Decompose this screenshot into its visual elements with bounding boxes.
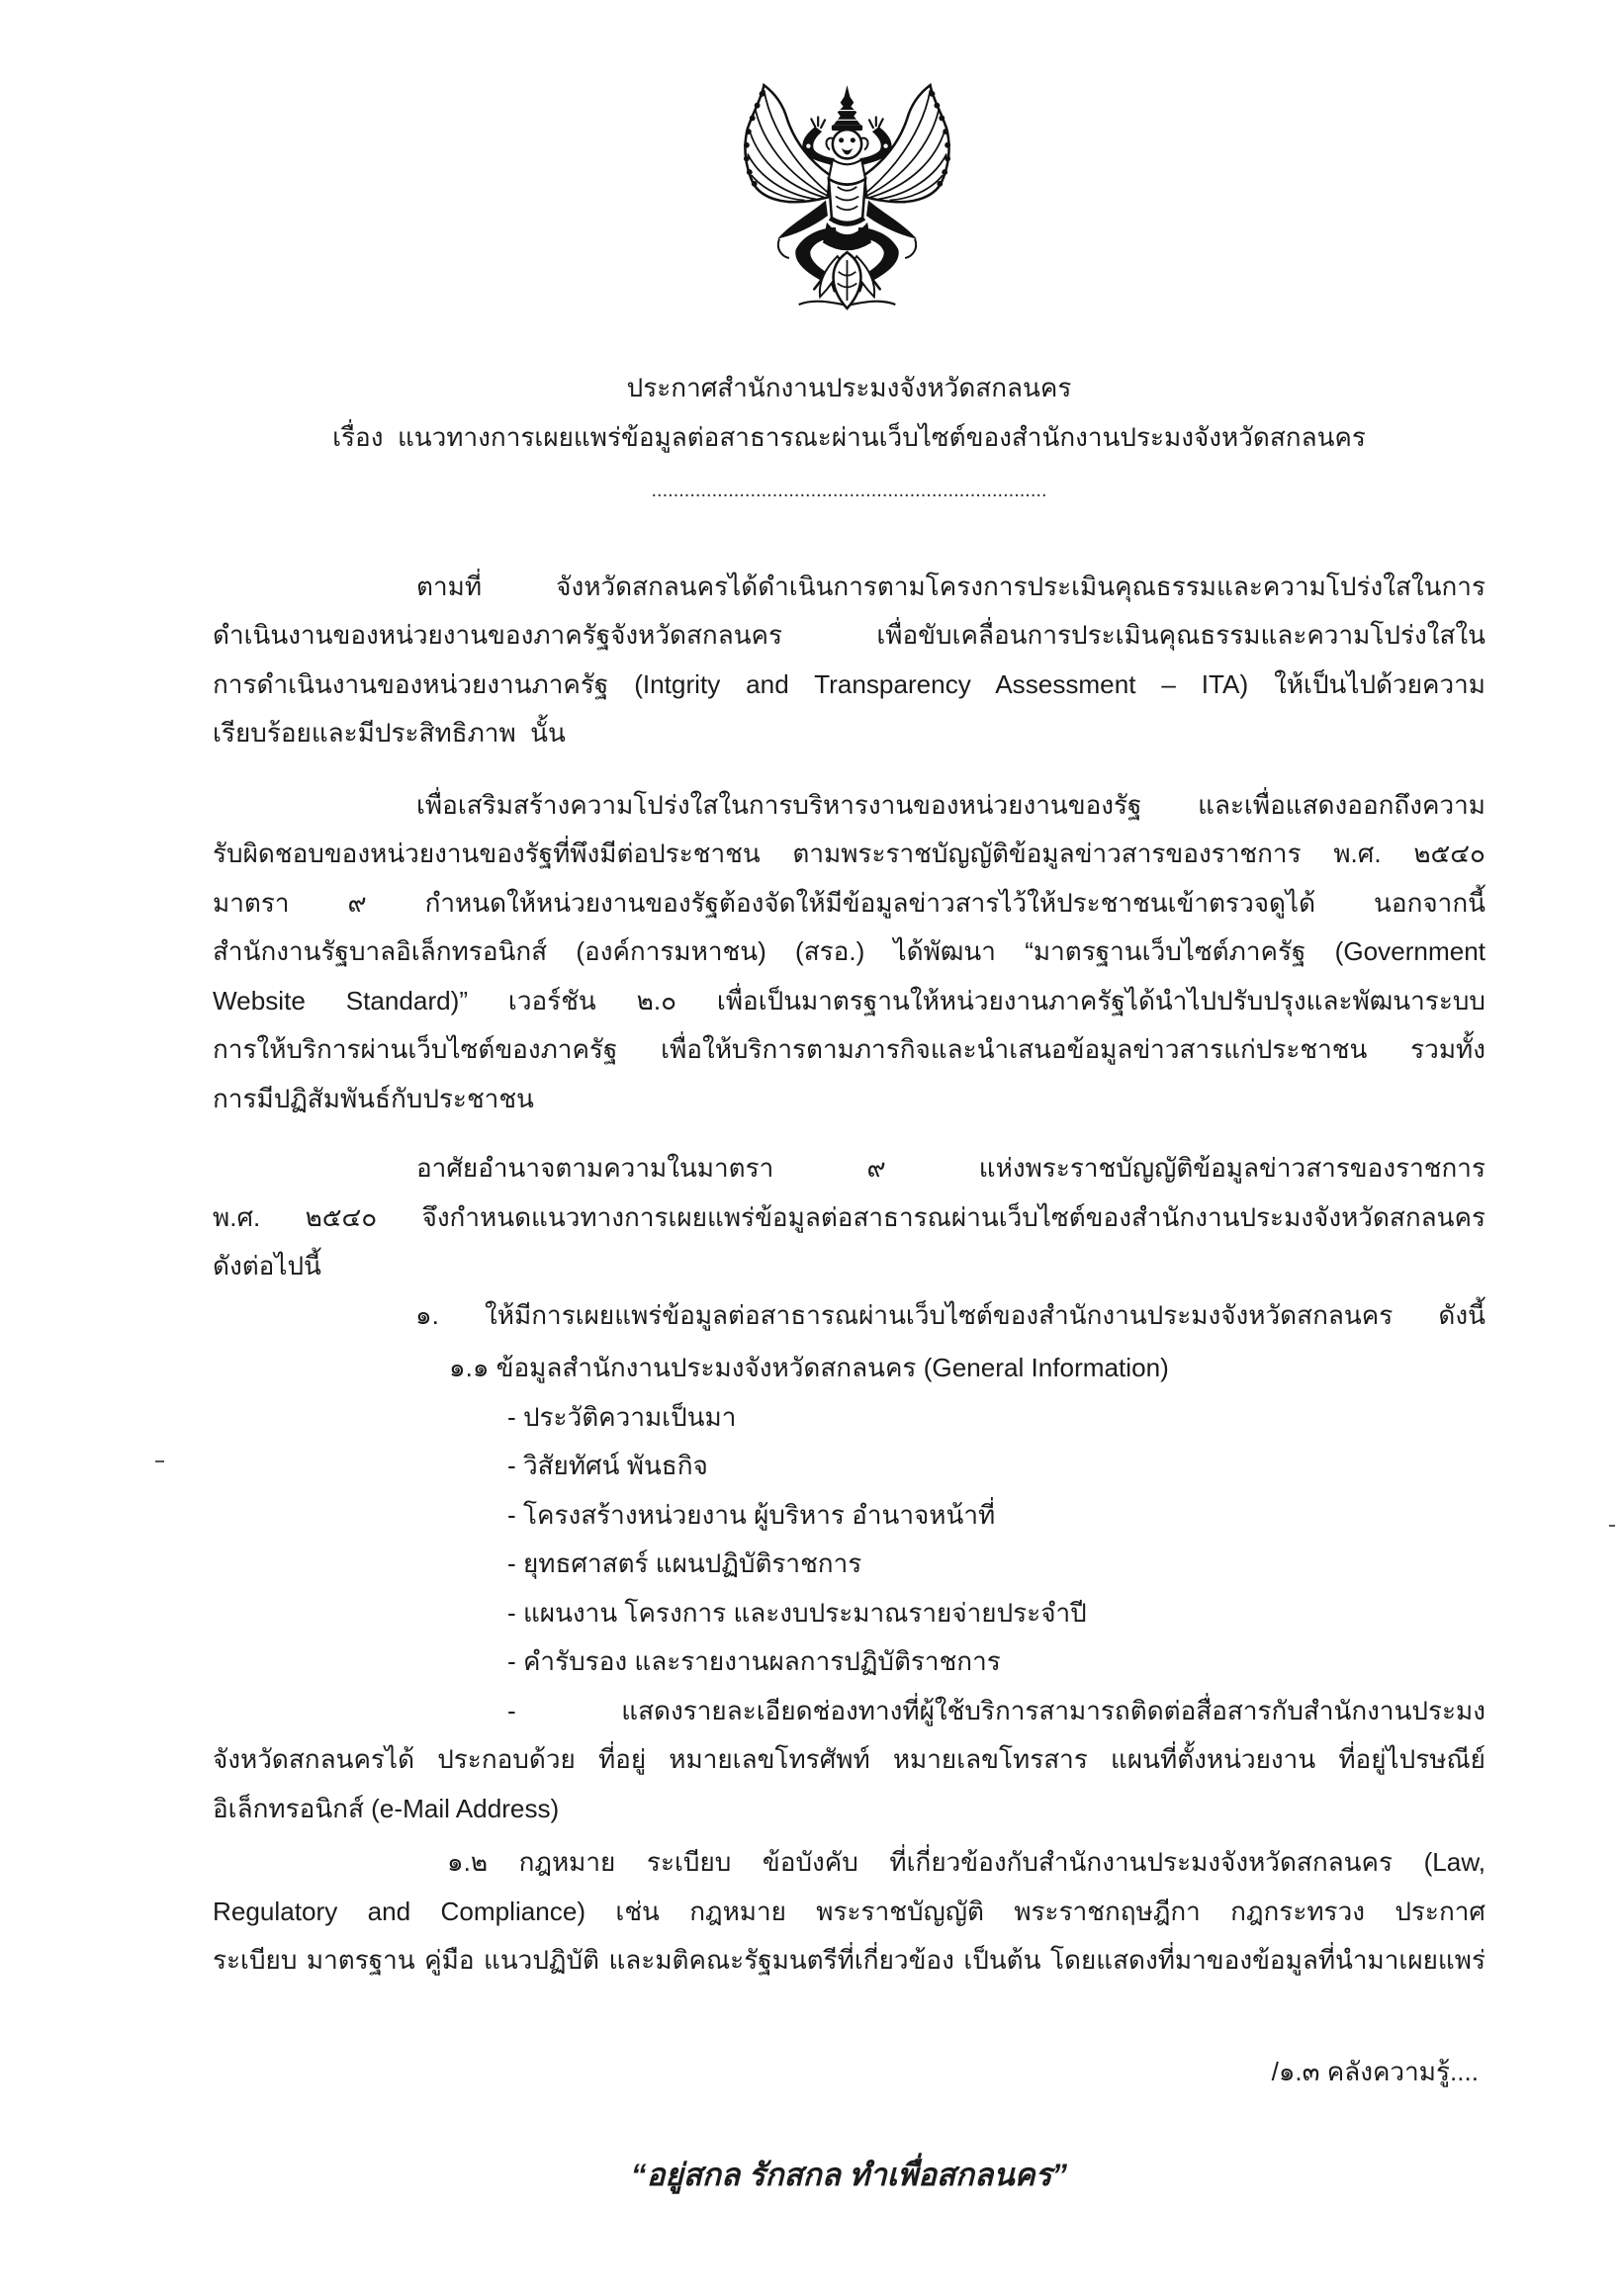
garuda-emblem-icon	[741, 81, 953, 315]
item-1-2-line: Regulatory and Compliance) เช่น กฎหมาย พระราชบัญญัติ พระราชกฤษฎีกา กฎกระทรวง ประกาศ	[213, 1896, 1485, 1926]
paragraph-3-line: อาศัยอำนาจตามความในมาตรา ๙ แห่งพระราชบัญญัติข้อมูลข่าวสารของราชการ	[416, 1153, 1485, 1183]
bullet-continuation-line: อิเล็กทรอนิกส์ (e-Mail Address)	[213, 1793, 560, 1823]
paragraph-1-line: เรียบร้อยและมีประสิทธิภาพ นั้น	[213, 718, 566, 748]
announcement-subject: เรื่อง แนวทางการเผยแพร่ข้อมูลต่อสาธารณะผ่านเว็บไซต์ของสำนักงานประมงจังหวัดสกลนคร	[332, 421, 1366, 452]
paragraph-1	[213, 563, 1485, 758]
next-page-indicator: /๑.๓ คลังความรู้....	[1271, 2056, 1479, 2086]
bullet-item: - แสดงรายละเอียดช่องทางที่ผู้ใช้บริการสามารถติดต่อสื่อสารกับสำนักงานประมง	[507, 1695, 1485, 1725]
announcement-content	[213, 364, 1485, 2200]
paragraph-3	[213, 1144, 1485, 1291]
bullet-continuation-line: จังหวัดสกลนครได้ ประกอบด้วย ที่อยู่ หมายเลขโทรศัพท์ หมายเลขโทรสาร แผนที่ตั้งหน่วยงาน ที่อยู่ไปรษณีย์	[213, 1744, 1485, 1774]
item-1: ๑. ให้มีการเผยแพร่ข้อมูลต่อสาธารณผ่านเว็บไซต์ของสำนักงานประมงจังหวัดสกลนคร ดังนี้	[415, 1299, 1485, 1330]
title-divider: ........................................................................	[651, 480, 1047, 501]
paragraph-2-line: การมีปฏิสัมพันธ์กับประชาชน	[213, 1083, 534, 1113]
announcement-title: ประกาศสำนักงานประมงจังหวัดสกลนคร	[626, 373, 1072, 402]
emblem-body	[823, 159, 871, 250]
scan-mark	[1609, 1525, 1615, 1527]
scan-mark	[155, 1460, 164, 1462]
paragraph-2-line: การให้บริการผ่านเว็บไซต์ของภาครัฐ เพื่อให้บริการตามภารกิจและนำเสนอข้อมูลข่าวสารแก่ประชาชน รวมทั้ง	[213, 1034, 1485, 1064]
paragraph-2-line: สำนักงานรัฐบาลอิเล็กทรอนิกส์ (องค์การมหาชน) (สรอ.) ได้พัฒนา “มาตรฐานเว็บไซต์ภาครัฐ (Government	[213, 936, 1485, 966]
bullet-item: - แผนงาน โครงการ และงบประมาณรายจ่ายประจำปี	[507, 1597, 1087, 1628]
emblem-head	[833, 130, 861, 158]
paragraph-1-line: ดำเนินงานของหน่วยงานของภาครัฐจังหวัดสกลนคร เพื่อขับเคลื่อนการประเมินคุณธรรมและความโปร่งใสใน	[213, 620, 1485, 650]
paragraph-3-line: พ.ศ. ๒๕๔๐ จึงกำหนดแนวทางการเผยแพร่ข้อมูลต่อสาธารณผ่านเว็บไซต์ของสำนักงานประมงจังหวัดสกลนคร	[213, 1201, 1485, 1232]
paragraph-2	[213, 781, 1485, 1124]
item-1-2	[213, 1838, 1485, 1986]
emblem-tail	[834, 252, 861, 309]
item-1-2-line: ระเบียบ มาตรฐาน คู่มือ แนวปฏิบัติ และมติคณะรัฐมนตรีที่เกี่ยวข้อง เป็นต้น โดยแสดงที่มาของข้อมูลที่นำมาเผยแพร่	[213, 1945, 1485, 1975]
emblem-crown	[832, 85, 862, 131]
paragraph-2-line: เพื่อเสริมสร้างความโปร่งใสในการบริหารงานของหน่วยงานของรัฐ และเพื่อแสดงออกถึงความ	[416, 789, 1485, 820]
paragraph-1-line: การดำเนินงานของหน่วยงานภาครัฐ (Intgrity and Transparency Assessment – ITA) ให้เป็นไปด้วยความ	[213, 668, 1485, 699]
paragraph-2-line: มาตรา ๙ กำหนดให้หน่วยงานของรัฐต้องจัดให้มีข้อมูลข่าวสารไว้ให้ประชาชนเข้าตรวจดูได้ นอกจากนี้	[213, 887, 1485, 918]
item-1-1	[213, 1344, 1485, 1833]
item-1-2-line: ๑.๒ กฎหมาย ระเบียบ ข้อบังคับ ที่เกี่ยวข้องกับสำนักงานประมงจังหวัดสกลนคร (Law,	[447, 1847, 1485, 1877]
bullet-item: - โครงสร้างหน่วยงาน ผู้บริหาร อำนาจหน้าที่	[507, 1499, 996, 1530]
paragraph-2-line: รับผิดชอบของหน่วยงานของรัฐที่พึงมีต่อประชาชน ตามพระราชบัญญัติข้อมูลข่าวสารของราชการ พ.ศ. ๒๕๔๐	[213, 839, 1485, 868]
item-1-1-heading: ๑.๑ ข้อมูลสำนักงานประมงจังหวัดสกลนคร (General Information)	[449, 1353, 1169, 1382]
paragraph-1-line: ตามที่ จังหวัดสกลนครได้ดำเนินการตามโครงการประเมินคุณธรรมและความโปร่งใสในการ	[416, 571, 1485, 601]
bullet-item: - ยุทธศาสตร์ แผนปฏิบัติราชการ	[507, 1548, 862, 1578]
bullet-item: - ประวัติความเป็นมา	[507, 1401, 737, 1432]
bullet-item: - คำรับรอง และรายงานผลการปฏิบัติราชการ	[507, 1646, 1001, 1676]
bullet-item: - วิสัยทัศน์ พันธกิจ	[507, 1451, 708, 1480]
paragraph-2-line: Website Standard)” เวอร์ชัน ๒.๐ เพื่อเป็นมาตรฐานให้หน่วยงานภาครัฐได้นำไปปรับปรุงและพัฒนาระบบ	[213, 985, 1485, 1016]
paragraph-3-line: ดังต่อไปนี้	[213, 1251, 321, 1280]
footer-motto: “อยู่สกล รักสกล ทำเพื่อสกลนคร”	[630, 2158, 1068, 2192]
